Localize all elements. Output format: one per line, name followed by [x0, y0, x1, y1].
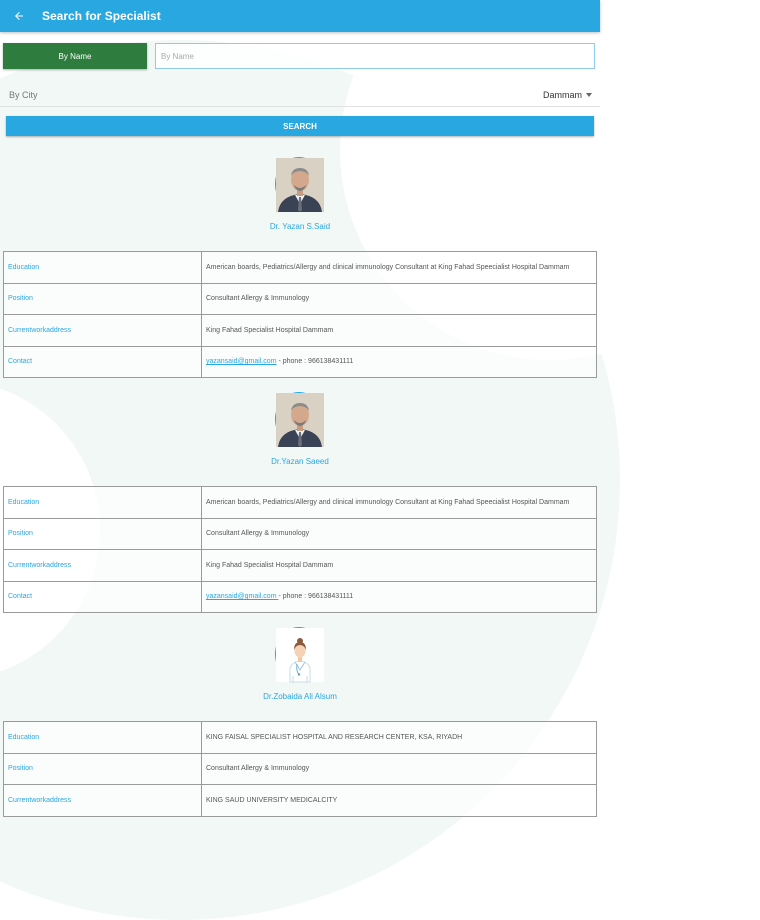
- row-label: Currentworkaddress: [4, 315, 202, 347]
- email-link[interactable]: yazansaid@gmail.com: [206, 358, 277, 366]
- row-label: Position: [4, 283, 202, 315]
- row-value: KING FAISAL SPECIALIST HOSPITAL AND RESEARCH CENTER, KSA, RIYADH: [202, 722, 597, 754]
- doctor-name[interactable]: Dr. Yazan S.Said: [269, 222, 331, 231]
- doctor-info-table: [3, 721, 597, 817]
- row-label: Contact: [4, 346, 202, 378]
- row-value: Consultant Allergy & Immunology: [202, 753, 597, 785]
- row-value: Consultant Allergy & Immunology: [202, 283, 597, 315]
- back-button[interactable]: [0, 0, 38, 32]
- phone-text: - phone : 966138431111: [278, 593, 354, 601]
- table-row: [4, 753, 597, 785]
- doctor-name[interactable]: Dr.Yazan Saeed: [271, 457, 329, 466]
- table-row: [4, 550, 597, 582]
- table-row: [4, 581, 597, 613]
- doctor-info-table: [3, 251, 597, 378]
- row-label: Currentworkaddress: [4, 550, 202, 582]
- row-value: King Fahad Specialist Hospital Dammam: [202, 315, 597, 347]
- by-name-button[interactable]: By Name: [3, 43, 147, 69]
- doctor-avatar: [275, 392, 323, 446]
- row-label: Contact: [4, 581, 202, 613]
- row-label: Education: [4, 487, 202, 519]
- row-value: Consultant Allergy & Immunology: [202, 518, 597, 550]
- male-doctor-avatar-icon: [276, 393, 324, 447]
- app-bar: [0, 0, 600, 32]
- city-selected-value: Dammam: [542, 89, 582, 100]
- table-row: [4, 785, 597, 817]
- table-row: [4, 315, 597, 347]
- table-row: [4, 252, 597, 284]
- table-row: [4, 346, 597, 378]
- table-row: [4, 283, 597, 315]
- page-title: Search for Specialist: [42, 9, 161, 23]
- name-search-input[interactable]: [155, 43, 595, 69]
- city-filter-row: [0, 83, 600, 107]
- specialist-card: [0, 626, 600, 861]
- row-label: Position: [4, 518, 202, 550]
- contact-value: [202, 346, 597, 378]
- arrow-left-icon: [13, 10, 25, 22]
- table-row: [4, 722, 597, 754]
- phone-text: - phone : 966138431111: [276, 358, 354, 366]
- specialist-card: [0, 391, 600, 626]
- contact-value: [202, 581, 597, 613]
- table-row: [4, 518, 597, 550]
- row-value: American boards, Pediatrics/Allergy and clinical immunology Consultant at King Fahad Speecialist Hospital Dammam: [202, 252, 597, 284]
- row-label: Education: [4, 722, 202, 754]
- row-value: King Fahad Specialist Hospital Dammam: [202, 550, 597, 582]
- specialist-card: [0, 156, 600, 391]
- male-doctor-avatar-icon: [276, 158, 324, 212]
- row-label: Education: [4, 252, 202, 284]
- doctor-info-table: [3, 486, 597, 613]
- search-content: [0, 32, 600, 804]
- city-label: By City: [9, 89, 38, 100]
- caret-down-icon: [586, 93, 592, 97]
- email-link[interactable]: yazansaid@gmail.com: [206, 593, 279, 601]
- results-list: [0, 156, 600, 861]
- name-search-row: [3, 43, 597, 70]
- search-button[interactable]: SEARCH: [6, 116, 594, 136]
- row-value: American boards, Pediatrics/Allergy and clinical immunology Consultant at King Fahad Speecialist Hospital Dammam: [202, 487, 597, 519]
- doctor-avatar: [275, 157, 323, 211]
- doctor-avatar: [275, 627, 323, 681]
- row-label: Position: [4, 753, 202, 785]
- female-doctor-avatar-icon: [276, 628, 324, 682]
- table-row: [4, 487, 597, 519]
- city-dropdown[interactable]: [543, 90, 592, 100]
- row-value: KING SAUD UNIVERSITY MEDICALCITY: [202, 785, 597, 817]
- doctor-name[interactable]: Dr.Zobaida Ali Alsum: [263, 692, 337, 701]
- row-label: Currentworkaddress: [4, 785, 202, 817]
